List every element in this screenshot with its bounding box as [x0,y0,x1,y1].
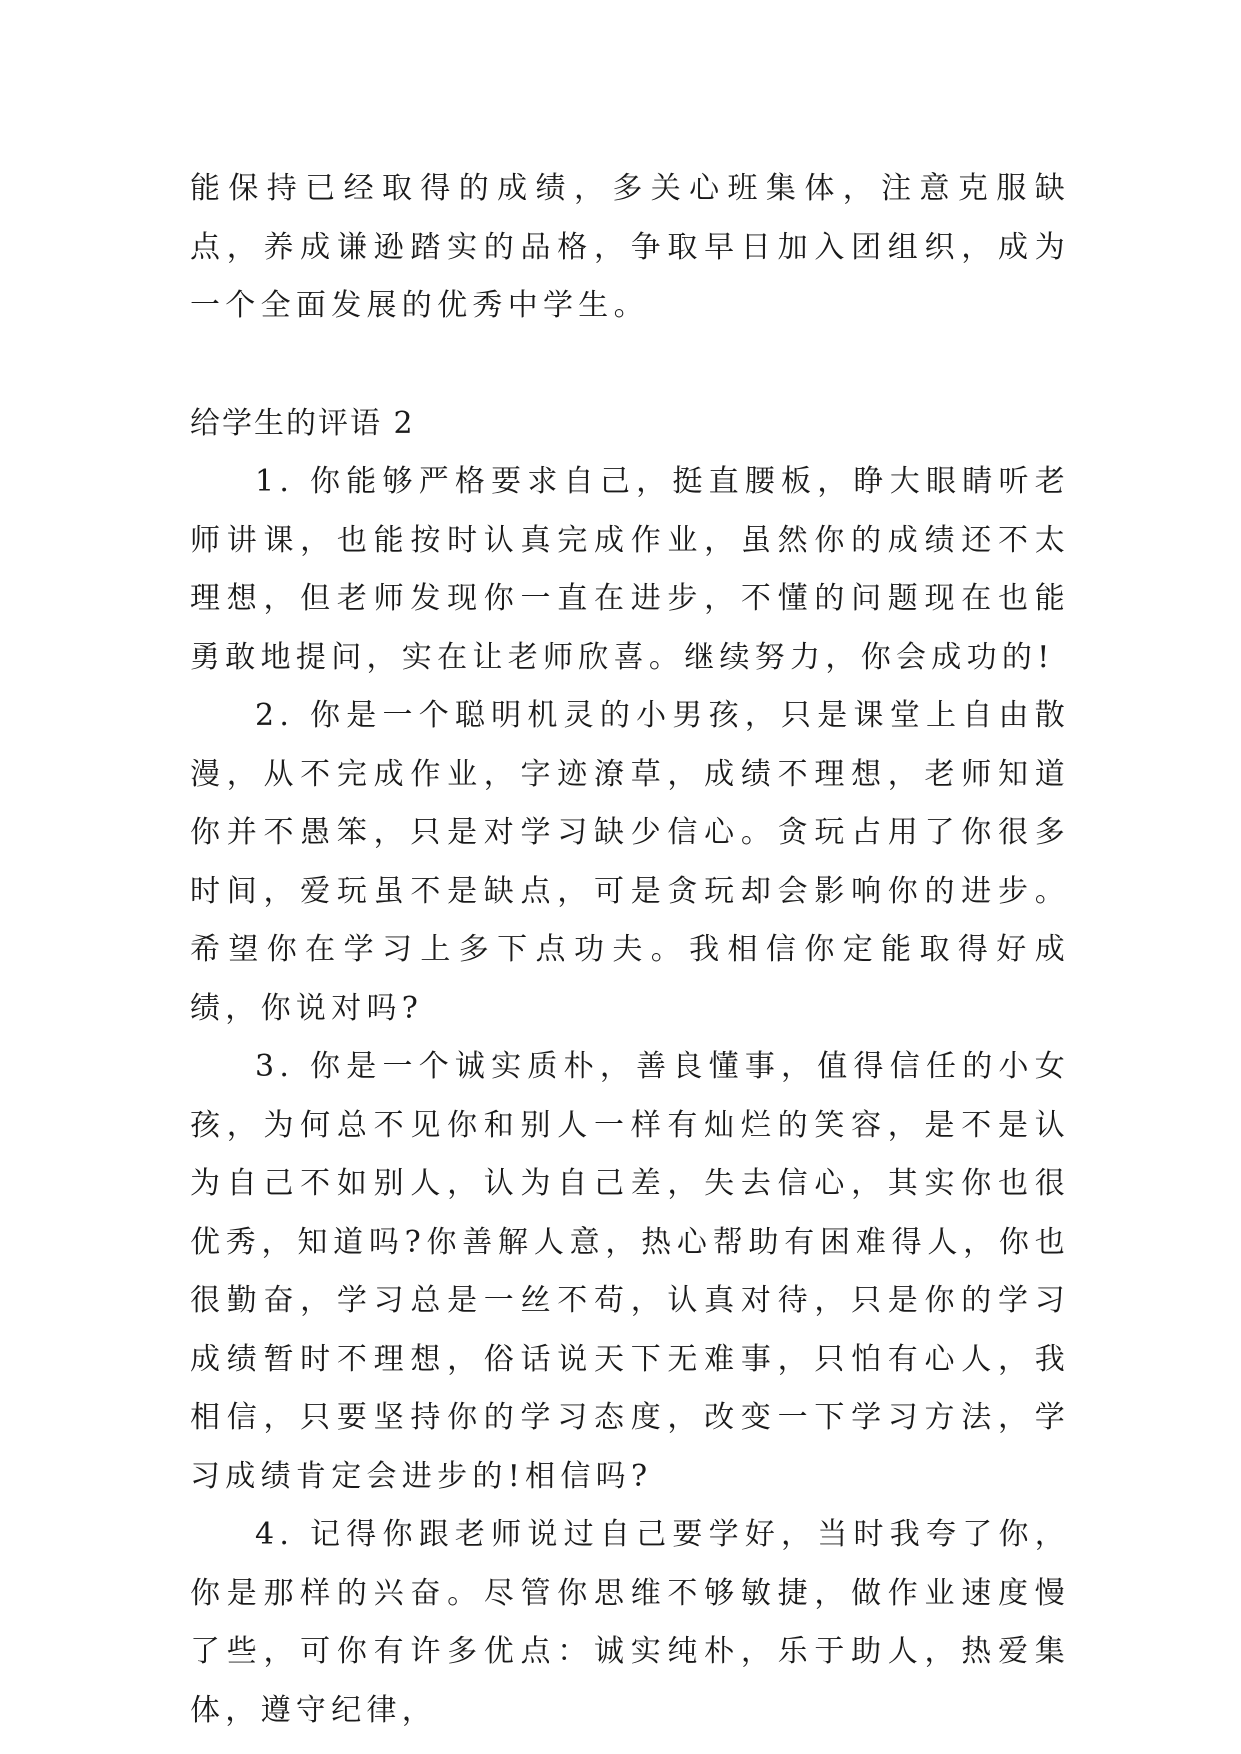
comment-item-1: 1. 你能够严格要求自己，挺直腰板，睁大眼睛听老师讲课，也能按时认真完成作业，虽然你的成绩还不太理想，但老师发现你一直在进步，不懂的问题现在也能勇敢地提问，实在让老师欣喜。继续努力，你会成功的! [190,464,1070,675]
section-title: 给学生的评语 2 [190,405,415,441]
comment-item-2: 2. 你是一个聪明机灵的小男孩，只是课堂上自由散漫，从不完成作业，字迹潦草，成绩不理想，老师知道你并不愚笨，只是对学习缺少信心。贪玩占用了你很多时间，爱玩虽不是缺点，可是贪玩却会影响你的进步。希望你在学习上多下点功夫。我相信你定能取得好成绩，你说对吗? [190,698,1070,1026]
document-page [190,160,1070,1740]
paragraph-spacer [190,336,1070,395]
intro-paragraph: 能保持已经取得的成绩，多关心班集体，注意克服缺点，养成谦逊踏实的品格，争取早日加入团组织，成为一个全面发展的优秀中学生。 [190,171,1070,323]
comment-item-4: 4. 记得你跟老师说过自己要学好，当时我夸了你，你是那样的兴奋。尽管你思维不够敏捷，做作业速度慢了些，可你有许多优点：诚实纯朴，乐于助人，热爱集体，遵守纪律， [190,1517,1070,1728]
comment-item-3: 3. 你是一个诚实质朴，善良懂事，值得信任的小女孩，为何总不见你和别人一样有灿烂的笑容，是不是认为自己不如别人，认为自己差，失去信心，其实你也很优秀，知道吗?你善解人意，热心帮助有困难得人，你也很勤奋，学习总是一丝不苟，认真对待，只是你的学习成绩暂时不理想，俗话说天下无难事，只怕有心人，我相信，只要坚持你的学习态度，改变一下学习方法，学习成绩肯定会进步的!相信吗? [190,1049,1070,1494]
